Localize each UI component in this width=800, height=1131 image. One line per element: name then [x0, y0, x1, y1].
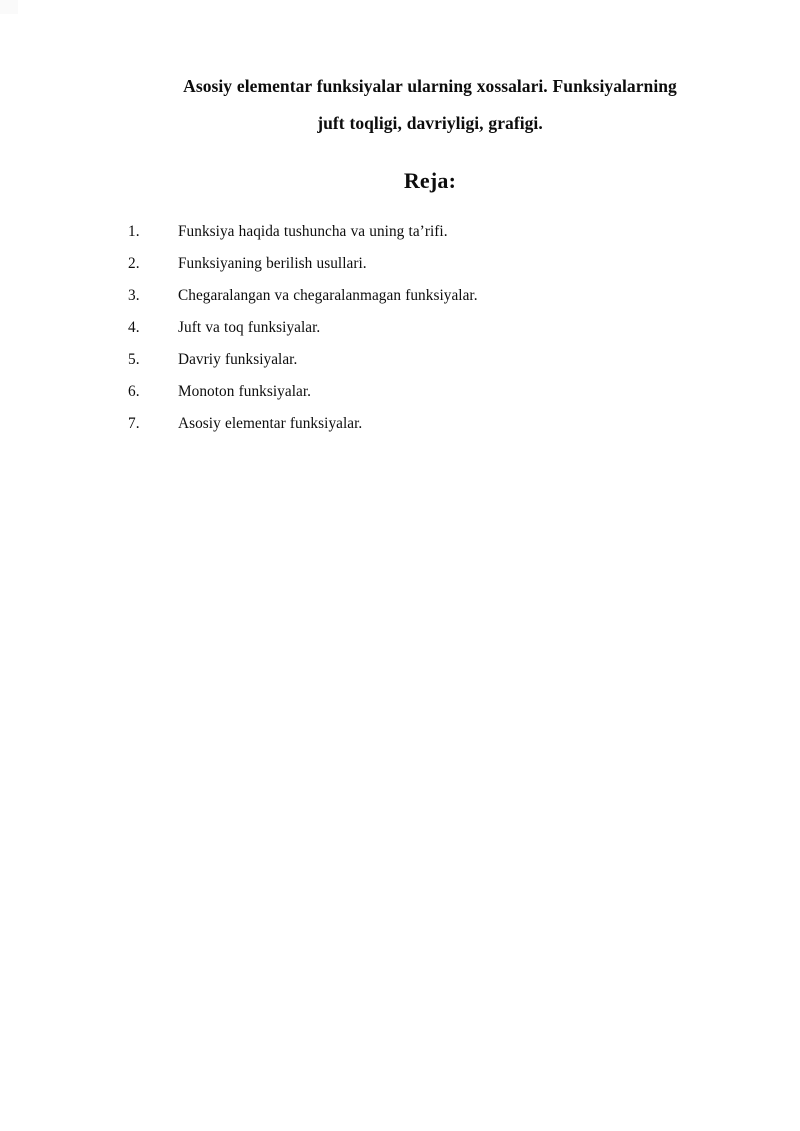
list-item-number: 1.	[128, 223, 140, 240]
list-item	[128, 408, 732, 440]
list-item	[128, 216, 732, 248]
document-content	[128, 0, 732, 440]
list-item-number: 3.	[128, 287, 140, 304]
list-item	[128, 312, 732, 344]
list-item-number: 4.	[128, 319, 140, 336]
list-item-text: Funksiyaning berilish usullari.	[178, 255, 367, 272]
plan-heading: Reja:	[403, 168, 457, 193]
list-item	[128, 344, 732, 376]
list-item-number: 2.	[128, 255, 140, 272]
list-item	[128, 376, 732, 408]
list-item-text: Davriy funksiyalar.	[178, 351, 298, 368]
list-item-text: Asosiy elementar funksiyalar.	[178, 415, 363, 432]
list-item-number: 7.	[128, 415, 140, 432]
page-title-line-1: Asosiy elementar funksiyalar ularning xossalari. Funksiyalarning	[183, 76, 677, 96]
list-item	[128, 248, 732, 280]
plan-list	[128, 195, 732, 440]
list-item-text: Funksiya haqida tushuncha va uning ta’rifi.	[178, 223, 448, 240]
list-item	[128, 280, 732, 312]
list-item-text: Chegaralangan va chegaralanmagan funksiyalar.	[178, 287, 478, 304]
page-title-line-2: juft toqligi, davriyligi, grafigi.	[317, 113, 543, 133]
list-item-number: 5.	[128, 351, 140, 368]
scan-corner-tint	[0, 0, 18, 14]
list-item-number: 6.	[128, 383, 140, 400]
list-item-text: Monoton funksiyalar.	[178, 383, 312, 400]
page-title	[128, 0, 732, 142]
list-item-text: Juft va toq funksiyalar.	[178, 319, 321, 336]
